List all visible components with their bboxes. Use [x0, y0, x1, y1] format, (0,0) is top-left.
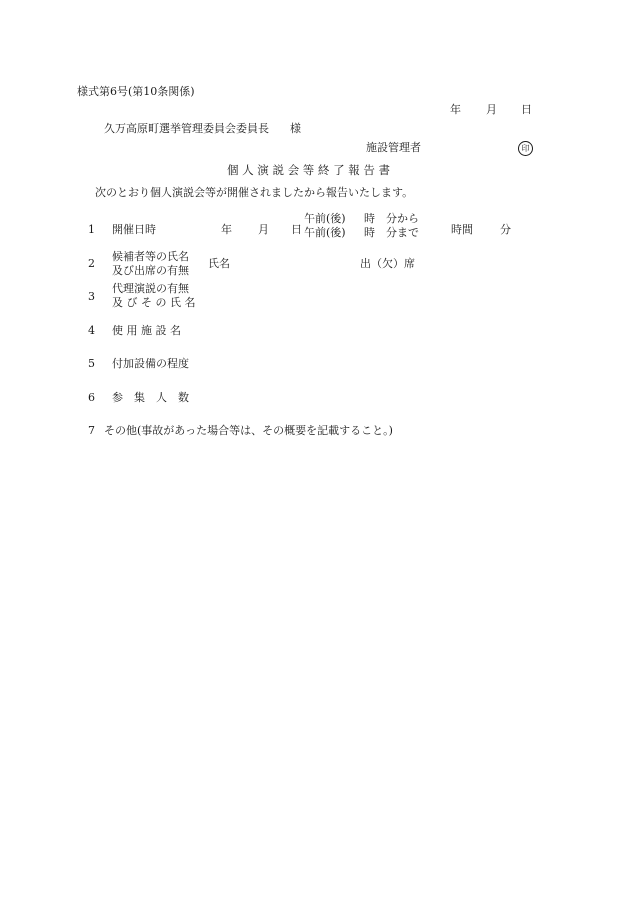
item-5-number: 5 [88, 357, 95, 370]
item-3-label [112, 282, 195, 310]
date-year-label: 年 [450, 103, 461, 116]
item-1-ampm [304, 212, 346, 240]
date-day-label: 日 [521, 103, 532, 116]
item-1-minutes [386, 212, 419, 240]
item-2-label-line2: 及び出席の有無 [112, 264, 189, 277]
item-1-hour-end: 時 [364, 226, 375, 239]
item-1-number: 1 [88, 223, 95, 236]
item-6-number: 6 [88, 391, 95, 404]
date-month-label: 月 [486, 103, 497, 116]
addressee-name: 久万高原町選挙管理委員会委員長 [104, 122, 269, 135]
item-2-name-label: 氏名 [208, 257, 230, 270]
seal-icon: 印 [518, 141, 533, 156]
page-title: 個 人 演 説 会 等 終 了 報 告 書 [227, 163, 391, 177]
item-2-number: 2 [88, 257, 95, 270]
item-3-label-line2: 及 び そ の 氏 名 [112, 296, 196, 309]
item-3-number: 3 [88, 290, 95, 303]
item-1-year: 年 [221, 223, 232, 236]
item-7-label: その他(事故があった場合等は、その概要を記載すること。) [104, 424, 393, 437]
item-1-duration-hours: 時間 [451, 223, 473, 236]
item-7-number: 7 [88, 424, 95, 437]
item-2-attendance: 出（欠）席 [360, 257, 415, 270]
item-5-label: 付加設備の程度 [112, 357, 189, 370]
item-1-day: 日 [291, 223, 302, 236]
item-3-label-line1: 代理演説の有無 [112, 282, 189, 295]
form-number: 様式第6号(第10条関係) [77, 85, 195, 98]
item-1-month: 月 [258, 223, 269, 236]
item-2-label-line1: 候補者等の氏名 [112, 250, 189, 263]
item-2-label [112, 250, 189, 278]
item-1-hour-start: 時 [364, 212, 375, 225]
item-1-hours [364, 212, 375, 240]
item-1-label: 開催日時 [112, 223, 156, 236]
item-4-label: 使 用 施 設 名 [112, 324, 181, 337]
item-1-minute-from: 分から [386, 212, 419, 225]
item-4-number: 4 [88, 324, 95, 337]
item-1-minute-to: 分まで [386, 226, 419, 239]
item-1-ampm-start: 午前(後) [304, 212, 346, 225]
addressee-honorific: 様 [290, 122, 301, 135]
item-1-duration-minutes: 分 [500, 223, 511, 236]
facility-manager-label: 施設管理者 [366, 141, 421, 154]
intro-text: 次のとおり個人演説会等が開催されましたから報告いたします。 [95, 186, 414, 199]
item-1-ampm-end: 午前(後) [304, 226, 346, 239]
item-6-label: 参 集 人 数 [112, 391, 189, 404]
